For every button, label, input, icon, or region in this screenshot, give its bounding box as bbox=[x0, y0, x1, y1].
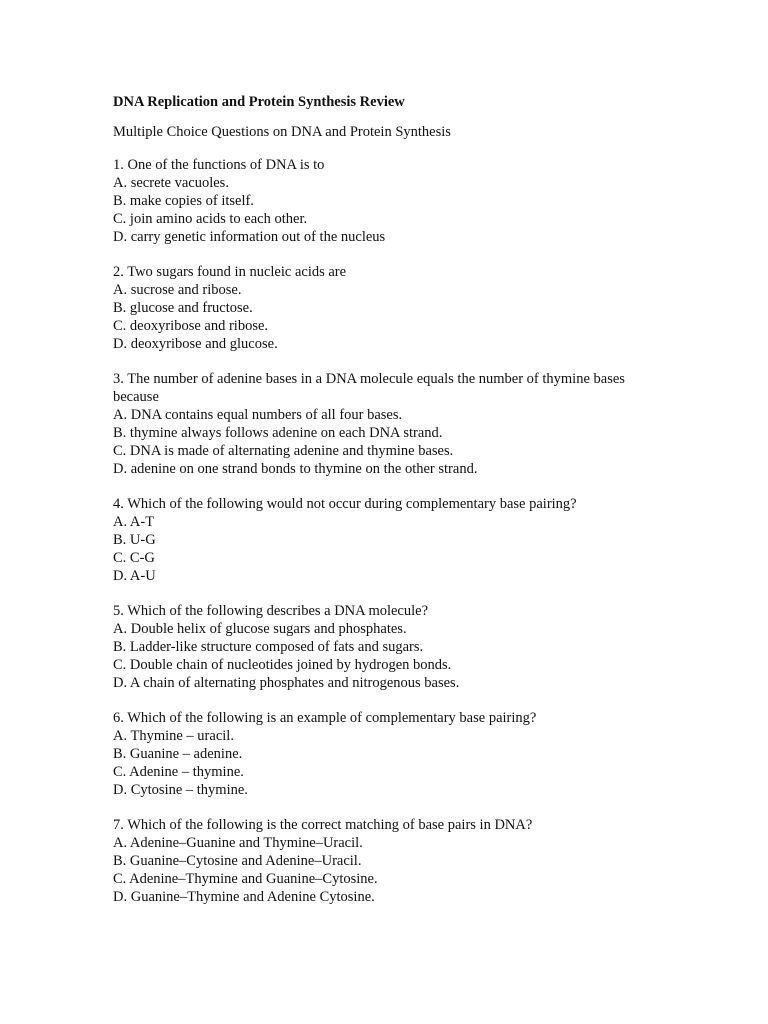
question-text: 7. Which of the following is the correct matching of base pairs in DNA? bbox=[113, 817, 533, 833]
answer-option-a: A. Thymine – uracil. bbox=[113, 728, 234, 744]
answer-option-d: D. adenine on one strand bonds to thymine on the other strand. bbox=[113, 461, 478, 477]
answer-option-b: B. glucose and fructose. bbox=[113, 300, 253, 316]
answer-option-c: C. Adenine–Thymine and Guanine–Cytosine. bbox=[113, 871, 378, 887]
answer-option-c: C. deoxyribose and ribose. bbox=[113, 318, 269, 334]
document-title: DNA Replication and Protein Synthesis Review bbox=[113, 94, 405, 110]
answer-option-b: B. Guanine–Cytosine and Adenine–Uracil. bbox=[113, 853, 362, 869]
question-1 bbox=[113, 156, 713, 246]
answer-option-c: C. Double chain of nucleotides joined by hydrogen bonds. bbox=[113, 657, 452, 673]
answer-option-d: D. carry genetic information out of the nucleus bbox=[113, 229, 386, 245]
question-text: 3. The number of adenine bases in a DNA molecule equals the number of thymine bases because bbox=[113, 371, 625, 405]
answer-option-c: C. join amino acids to each other. bbox=[113, 211, 308, 227]
answer-option-c: C. Adenine – thymine. bbox=[113, 764, 244, 780]
answer-option-c: C. C-G bbox=[113, 550, 155, 566]
answer-option-a: A. DNA contains equal numbers of all four bases. bbox=[113, 407, 403, 423]
question-7 bbox=[113, 816, 713, 906]
answer-option-b: B. Guanine – adenine. bbox=[113, 746, 243, 762]
question-list bbox=[113, 156, 713, 906]
question-text: 2. Two sugars found in nucleic acids are bbox=[113, 264, 347, 280]
answer-option-d: D. Guanine–Thymine and Adenine Cytosine. bbox=[113, 889, 375, 905]
answer-option-d: D. Cytosine – thymine. bbox=[113, 782, 248, 798]
question-3 bbox=[113, 370, 713, 478]
answer-option-c: C. DNA is made of alternating adenine and thymine bases. bbox=[113, 443, 454, 459]
document-subtitle: Multiple Choice Questions on DNA and Protein Synthesis bbox=[113, 124, 451, 140]
answer-option-b: B. thymine always follows adenine on each DNA strand. bbox=[113, 425, 443, 441]
answer-option-a: A. A-T bbox=[113, 514, 155, 530]
answer-option-a: A. secrete vacuoles. bbox=[113, 175, 229, 191]
answer-option-b: B. U-G bbox=[113, 532, 156, 548]
answer-option-b: B. Ladder-like structure composed of fats and sugars. bbox=[113, 639, 424, 655]
question-5 bbox=[113, 602, 713, 692]
question-4 bbox=[113, 495, 713, 585]
question-text: 6. Which of the following is an example of complementary base pairing? bbox=[113, 710, 537, 726]
answer-option-a: A. sucrose and ribose. bbox=[113, 282, 242, 298]
answer-option-d: D. A-U bbox=[113, 568, 156, 584]
document-page bbox=[113, 92, 713, 923]
question-2 bbox=[113, 263, 713, 353]
answer-option-d: D. deoxyribose and glucose. bbox=[113, 336, 278, 352]
question-6 bbox=[113, 709, 713, 799]
answer-option-a: A. Double helix of glucose sugars and phosphates. bbox=[113, 621, 407, 637]
question-text: 1. One of the functions of DNA is to bbox=[113, 157, 325, 173]
question-text: 5. Which of the following describes a DNA molecule? bbox=[113, 603, 429, 619]
question-text: 4. Which of the following would not occur during complementary base pairing? bbox=[113, 496, 577, 512]
answer-option-a: A. Adenine–Guanine and Thymine–Uracil. bbox=[113, 835, 363, 851]
answer-option-b: B. make copies of itself. bbox=[113, 193, 254, 209]
answer-option-d: D. A chain of alternating phosphates and nitrogenous bases. bbox=[113, 675, 460, 691]
